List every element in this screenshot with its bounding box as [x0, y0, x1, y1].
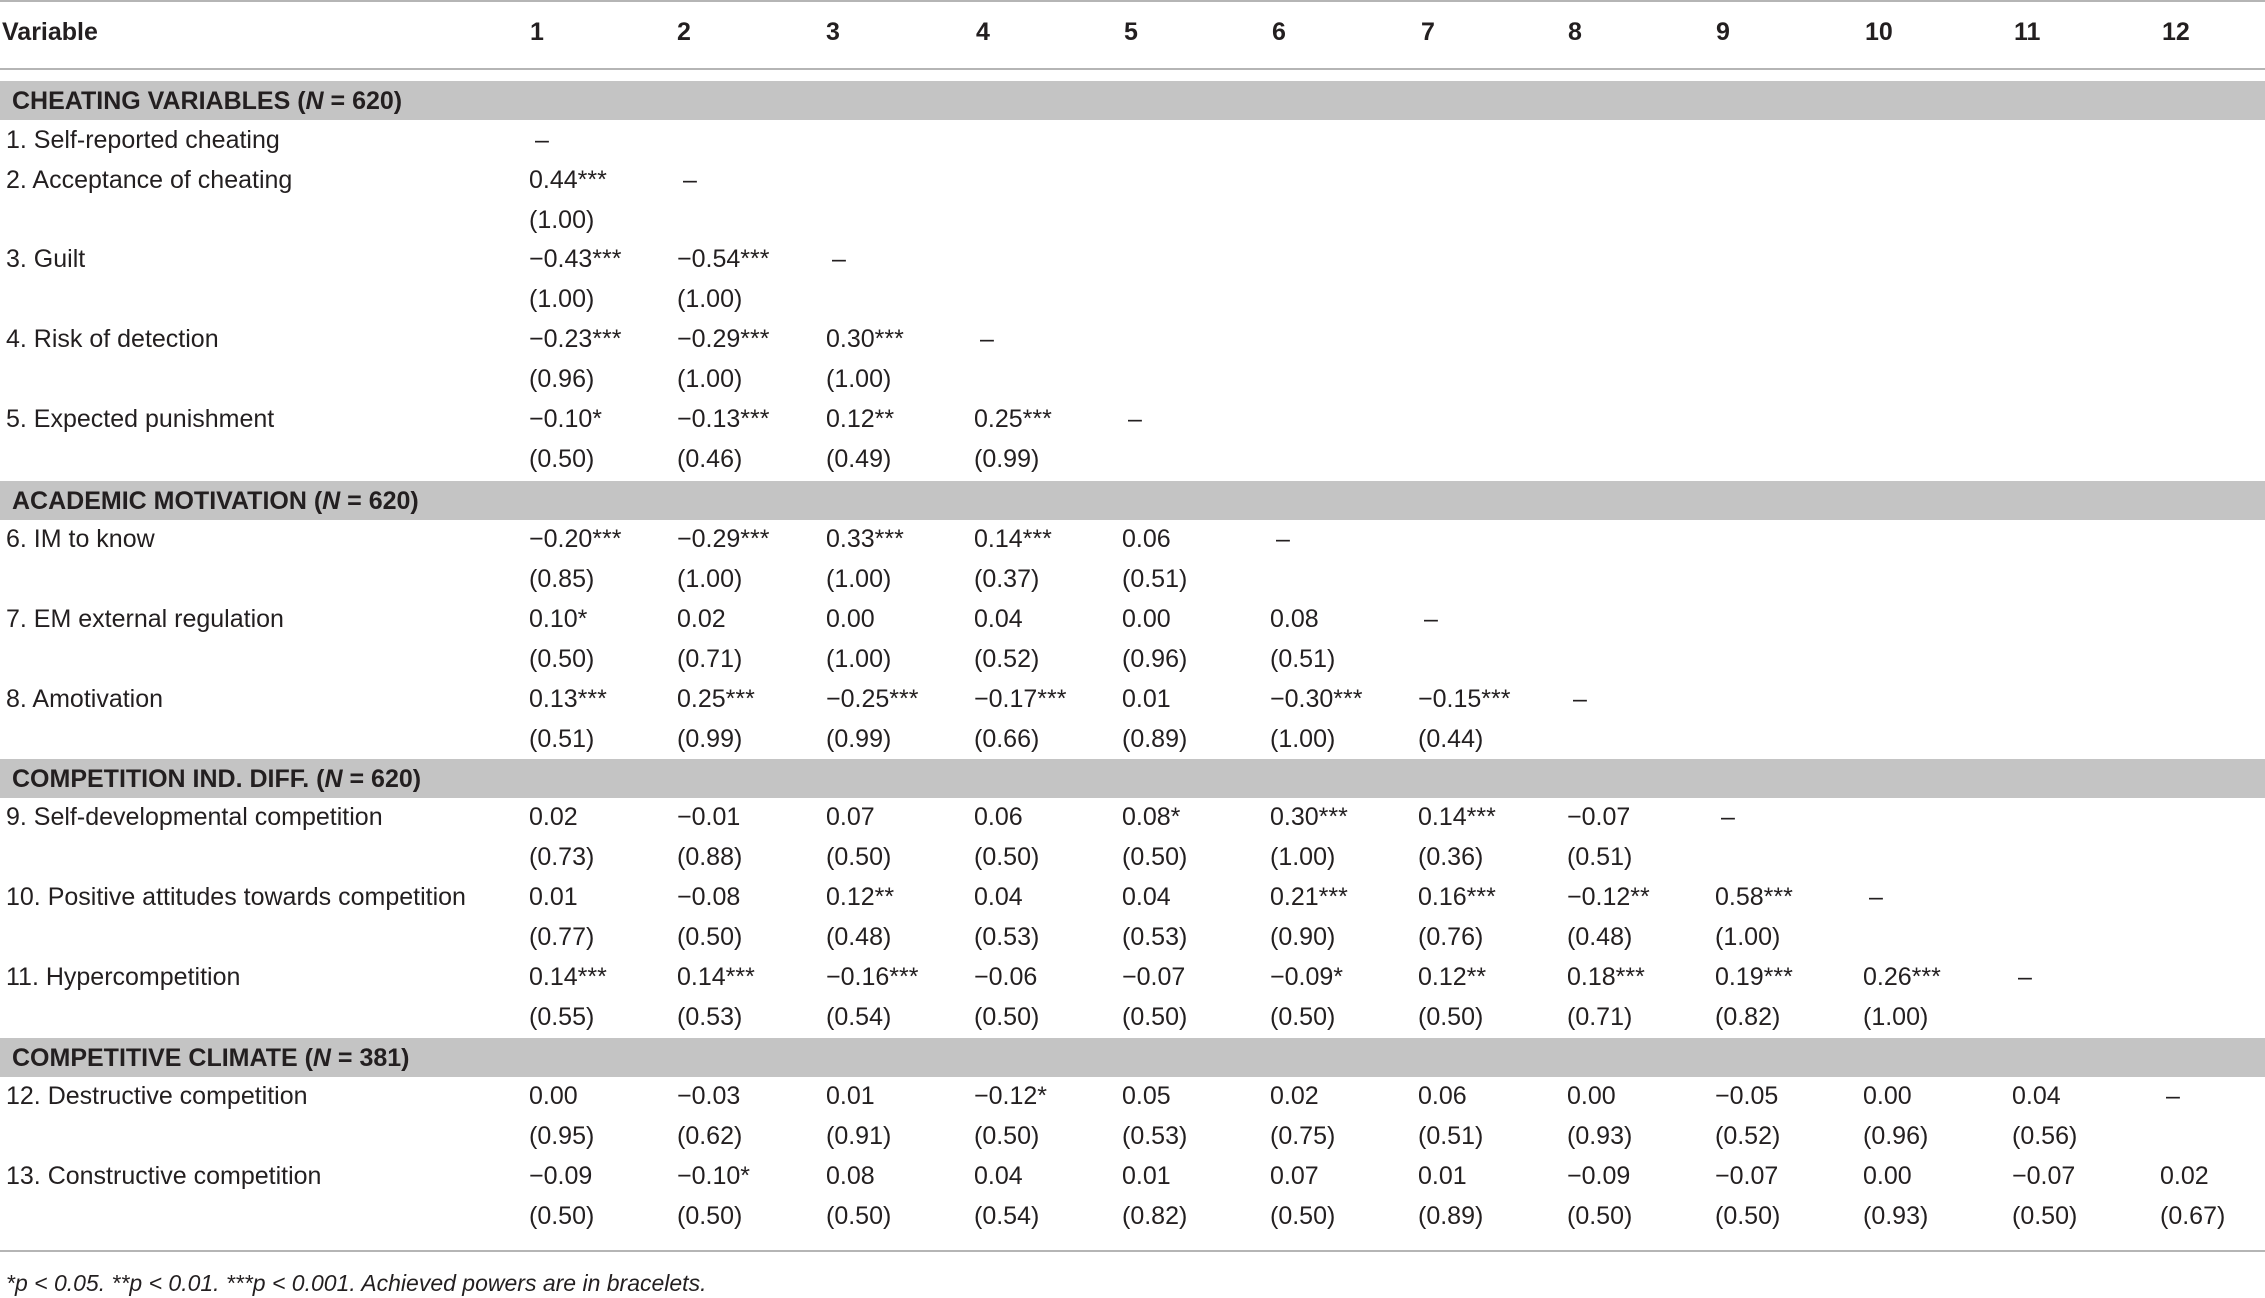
correlation-value: 0.12**	[826, 405, 895, 433]
correlation-value: −0.54***	[677, 245, 770, 273]
correlation-value: 0.02	[1270, 1082, 1319, 1110]
power-value: (0.93)	[1863, 1202, 1929, 1230]
correlation-value: −0.01	[677, 803, 741, 831]
correlation-value: 0.01	[1418, 1162, 1467, 1190]
power-value: (0.36)	[1418, 843, 1484, 871]
sample-size-symbol: N	[324, 765, 343, 793]
section-title-text: COMPETITION IND. DIFF. (	[12, 765, 325, 793]
power-value: (0.49)	[826, 445, 892, 473]
correlation-value: 0.01	[529, 883, 578, 911]
power-value: (0.37)	[974, 565, 1040, 593]
power-value: (0.50)	[974, 1122, 1040, 1150]
column-header: 10	[1865, 18, 1893, 46]
power-value: (0.71)	[1567, 1003, 1633, 1031]
power-value: (0.50)	[1270, 1003, 1336, 1031]
power-value: (0.54)	[826, 1003, 892, 1031]
power-value: (0.52)	[1715, 1122, 1781, 1150]
power-value: (0.75)	[1270, 1122, 1336, 1150]
row-label: 1. Self-reported cheating	[6, 126, 280, 154]
column-header: 4	[976, 18, 990, 46]
diagonal-dash: –	[1128, 405, 1142, 433]
correlation-value: 0.30***	[826, 325, 904, 353]
sample-size-value: = 620)	[342, 765, 422, 793]
correlation-value: 0.25***	[677, 685, 755, 713]
correlation-value: 0.04	[974, 883, 1023, 911]
correlation-value: 0.07	[1270, 1162, 1319, 1190]
row-label: 8. Amotivation	[6, 685, 164, 713]
power-value: (0.88)	[677, 843, 743, 871]
section-title	[12, 489, 419, 514]
correlation-value: 0.01	[1122, 685, 1171, 713]
power-value: (0.52)	[974, 645, 1040, 673]
correlation-value: −0.10*	[677, 1162, 750, 1190]
section-title-text: ACADEMIC MOTIVATION (	[12, 487, 323, 515]
power-value: (0.50)	[1122, 1003, 1188, 1031]
correlation-value: −0.23***	[529, 325, 622, 353]
correlation-value: −0.16***	[826, 963, 919, 991]
row-label: 2. Acceptance of cheating	[6, 166, 293, 194]
correlation-value: 0.04	[974, 605, 1023, 633]
correlation-value: −0.12*	[974, 1082, 1047, 1110]
sample-size-symbol: N	[312, 1044, 331, 1072]
power-value: (0.85)	[529, 565, 595, 593]
correlation-value: 0.10*	[529, 605, 588, 633]
power-value: (0.50)	[1418, 1003, 1484, 1031]
footnote: *p < 0.05. **p < 0.01. ***p < 0.001. Achieved powers are in bracelets.	[6, 1270, 707, 1296]
power-value: (1.00)	[1715, 923, 1781, 951]
correlation-value: 0.21***	[1270, 883, 1348, 911]
power-value: (0.76)	[1418, 923, 1484, 951]
power-value: (0.82)	[1715, 1003, 1781, 1031]
correlation-value: −0.20***	[529, 525, 622, 553]
correlation-value: 0.12**	[826, 883, 895, 911]
correlation-value: −0.09	[529, 1162, 593, 1190]
power-value: (0.54)	[974, 1202, 1040, 1230]
power-value: (0.50)	[974, 1003, 1040, 1031]
power-value: (0.67)	[2160, 1202, 2226, 1230]
correlation-value: −0.30***	[1270, 685, 1363, 713]
correlation-value: 0.16***	[1418, 883, 1496, 911]
correlation-value: 0.33***	[826, 525, 904, 553]
power-value: (0.50)	[826, 1202, 892, 1230]
power-value: (0.50)	[529, 645, 595, 673]
bottom-rule	[0, 1250, 2265, 1252]
power-value: (0.99)	[974, 445, 1040, 473]
power-value: (1.00)	[677, 565, 743, 593]
power-value: (0.50)	[529, 1202, 595, 1230]
correlation-value: −0.13***	[677, 405, 770, 433]
power-value: (0.71)	[677, 645, 743, 673]
power-value: (0.53)	[974, 923, 1040, 951]
power-value: (0.99)	[826, 725, 892, 753]
power-value: (0.53)	[1122, 1122, 1188, 1150]
correlation-value: 0.08	[1270, 605, 1319, 633]
column-header: 2	[677, 18, 691, 46]
power-value: (0.50)	[1122, 843, 1188, 871]
diagonal-dash: –	[1721, 803, 1735, 831]
correlation-value: 0.02	[2160, 1162, 2209, 1190]
power-value: (0.82)	[1122, 1202, 1188, 1230]
correlation-value: 0.05	[1122, 1082, 1171, 1110]
power-value: (0.91)	[826, 1122, 892, 1150]
correlation-value: 0.00	[826, 605, 875, 633]
correlation-value: −0.07	[2012, 1162, 2076, 1190]
power-value: (1.00)	[677, 365, 743, 393]
correlation-value: −0.07	[1715, 1162, 1779, 1190]
correlation-value: 0.08*	[1122, 803, 1181, 831]
power-value: (0.44)	[1418, 725, 1484, 753]
correlation-value: 0.06	[974, 803, 1023, 831]
power-value: (0.51)	[1122, 565, 1188, 593]
correlation-value: −0.09*	[1270, 963, 1343, 991]
correlation-value: −0.05	[1715, 1082, 1779, 1110]
power-value: (0.99)	[677, 725, 743, 753]
column-header: 7	[1421, 18, 1435, 46]
column-header: 12	[2162, 18, 2190, 46]
row-label: 6. IM to know	[6, 525, 155, 553]
correlation-value: −0.09	[1567, 1162, 1631, 1190]
sample-size-symbol: N	[305, 87, 324, 115]
power-value: (1.00)	[1270, 725, 1336, 753]
power-value: (0.50)	[974, 843, 1040, 871]
section-title	[12, 767, 421, 792]
row-label: 3. Guilt	[6, 245, 86, 273]
power-value: (1.00)	[1863, 1003, 1929, 1031]
section-title-text: CHEATING VARIABLES (	[12, 87, 306, 115]
correlation-value: 0.44***	[529, 166, 607, 194]
diagonal-dash: –	[535, 126, 549, 154]
column-header: 1	[530, 18, 544, 46]
correlation-value: −0.29***	[677, 525, 770, 553]
power-value: (0.51)	[1270, 645, 1336, 673]
power-value: (0.55)	[529, 1003, 595, 1031]
power-value: (1.00)	[529, 285, 595, 313]
row-label: 7. EM external regulation	[6, 605, 284, 633]
diagonal-dash: –	[832, 245, 846, 273]
sample-size-symbol: N	[322, 487, 341, 515]
correlation-value: 0.00	[529, 1082, 578, 1110]
correlation-value: 0.04	[2012, 1082, 2061, 1110]
correlation-value: 0.06	[1418, 1082, 1467, 1110]
column-header: 9	[1716, 18, 1730, 46]
correlation-value: −0.08	[677, 883, 741, 911]
power-value: (0.51)	[529, 725, 595, 753]
correlation-value: −0.07	[1567, 803, 1631, 831]
row-label: 13. Constructive competition	[6, 1162, 322, 1190]
power-value: (1.00)	[677, 285, 743, 313]
correlation-value: 0.14***	[1418, 803, 1496, 831]
power-value: (0.48)	[826, 923, 892, 951]
correlation-value: 0.58***	[1715, 883, 1793, 911]
power-value: (0.50)	[826, 843, 892, 871]
power-value: (0.77)	[529, 923, 595, 951]
power-value: (0.51)	[1567, 843, 1633, 871]
correlation-value: −0.03	[677, 1082, 741, 1110]
column-header: 11	[2014, 18, 2041, 46]
power-value: (0.62)	[677, 1122, 743, 1150]
diagonal-dash: –	[1573, 685, 1587, 713]
sample-size-value: = 620)	[323, 87, 403, 115]
sample-size-value: = 381)	[330, 1044, 410, 1072]
power-value: (0.66)	[974, 725, 1040, 753]
power-value: (0.95)	[529, 1122, 595, 1150]
diagonal-dash: –	[1276, 525, 1290, 553]
power-value: (0.53)	[1122, 923, 1188, 951]
power-value: (0.96)	[1122, 645, 1188, 673]
power-value: (0.56)	[2012, 1122, 2078, 1150]
power-value: (0.96)	[1863, 1122, 1929, 1150]
correlation-value: 0.06	[1122, 525, 1171, 553]
correlation-value: 0.00	[1863, 1162, 1912, 1190]
correlation-value: −0.17***	[974, 685, 1067, 713]
correlation-value: 0.14***	[974, 525, 1052, 553]
power-value: (0.50)	[1715, 1202, 1781, 1230]
power-value: (1.00)	[826, 645, 892, 673]
diagonal-dash: –	[1424, 605, 1438, 633]
diagonal-dash: –	[2166, 1082, 2180, 1110]
sample-size-value: = 620)	[340, 487, 419, 515]
column-header: 5	[1124, 18, 1138, 46]
correlation-value: −0.15***	[1418, 685, 1511, 713]
section-title-text: COMPETITIVE CLIMATE (	[12, 1044, 313, 1072]
power-value: (0.89)	[1122, 725, 1188, 753]
column-header: 3	[826, 18, 840, 46]
column-header-variable: Variable	[2, 18, 98, 46]
power-value: (0.50)	[2012, 1202, 2078, 1230]
correlation-value: 0.01	[1122, 1162, 1171, 1190]
power-value: (0.53)	[677, 1003, 743, 1031]
correlation-value: 0.00	[1122, 605, 1171, 633]
correlation-value: 0.26***	[1863, 963, 1941, 991]
diagonal-dash: –	[2018, 963, 2032, 991]
power-value: (0.48)	[1567, 923, 1633, 951]
power-value: (0.50)	[1567, 1202, 1633, 1230]
top-rule	[0, 0, 2265, 2]
power-value: (0.50)	[529, 445, 595, 473]
correlation-value: −0.43***	[529, 245, 622, 273]
correlation-value: −0.06	[974, 963, 1038, 991]
power-value: (0.73)	[529, 843, 595, 871]
header-rule	[0, 68, 2265, 70]
diagonal-dash: –	[683, 166, 697, 194]
correlation-value: −0.25***	[826, 685, 919, 713]
correlation-value: 0.25***	[974, 405, 1052, 433]
column-header: 6	[1272, 18, 1286, 46]
power-value: (0.50)	[677, 1202, 743, 1230]
row-label: 12. Destructive competition	[6, 1082, 308, 1110]
diagonal-dash: –	[1869, 883, 1883, 911]
correlation-value: 0.04	[974, 1162, 1023, 1190]
row-label: 4. Risk of detection	[6, 325, 219, 353]
correlation-value: 0.18***	[1567, 963, 1645, 991]
power-value: (1.00)	[826, 365, 892, 393]
correlation-value: 0.04	[1122, 883, 1171, 911]
section-title	[12, 1046, 410, 1071]
power-value: (0.46)	[677, 445, 743, 473]
row-label: 9. Self-developmental competition	[6, 803, 383, 831]
power-value: (1.00)	[826, 565, 892, 593]
correlation-value: 0.00	[1567, 1082, 1616, 1110]
correlation-value: 0.02	[529, 803, 578, 831]
correlation-value: 0.08	[826, 1162, 875, 1190]
section-title	[12, 89, 402, 114]
row-label: 5. Expected punishment	[6, 405, 275, 433]
correlation-value: −0.29***	[677, 325, 770, 353]
power-value: (1.00)	[1270, 843, 1336, 871]
correlation-value: 0.12**	[1418, 963, 1487, 991]
power-value: (0.90)	[1270, 923, 1336, 951]
correlation-value: 0.01	[826, 1082, 875, 1110]
column-header: 8	[1568, 18, 1582, 46]
correlation-value: 0.14***	[677, 963, 755, 991]
correlation-value: −0.10*	[529, 405, 602, 433]
correlation-value: −0.07	[1122, 963, 1186, 991]
correlation-value: 0.07	[826, 803, 875, 831]
power-value: (1.00)	[529, 206, 595, 234]
power-value: (0.89)	[1418, 1202, 1484, 1230]
correlation-value: 0.00	[1863, 1082, 1912, 1110]
correlation-value: 0.30***	[1270, 803, 1348, 831]
correlation-value: 0.13***	[529, 685, 607, 713]
power-value: (0.50)	[677, 923, 743, 951]
power-value: (0.51)	[1418, 1122, 1484, 1150]
correlation-value: 0.19***	[1715, 963, 1793, 991]
correlation-value: 0.02	[677, 605, 726, 633]
power-value: (0.96)	[529, 365, 595, 393]
power-value: (0.50)	[1270, 1202, 1336, 1230]
correlation-value: −0.12**	[1567, 883, 1650, 911]
row-label: 11. Hypercompetition	[6, 963, 241, 991]
correlation-value: 0.14***	[529, 963, 607, 991]
power-value: (0.93)	[1567, 1122, 1633, 1150]
row-label: 10. Positive attitudes towards competition	[6, 883, 466, 911]
diagonal-dash: –	[980, 325, 994, 353]
